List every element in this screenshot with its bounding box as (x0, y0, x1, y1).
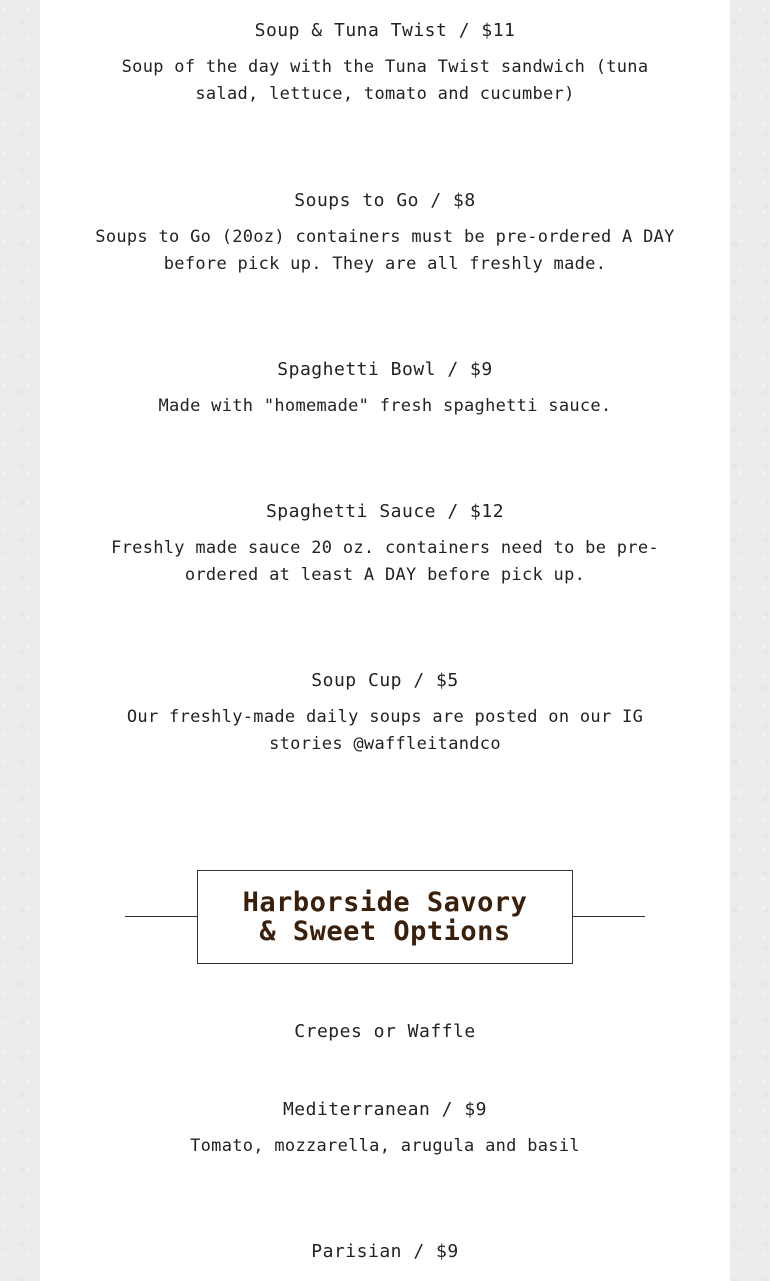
menu-item-mediterranean (40, 1097, 730, 1160)
menu-item-description: Soups to Go (20oz) containers must be pre-ordered A DAY before pick up. They are all freshly made. (95, 227, 675, 274)
menu-item-description: Tomato, mozzarella, arugula and basil (190, 1136, 580, 1156)
section-header (125, 870, 645, 964)
menu-item-title: Parisian / $9 (311, 1241, 459, 1262)
menu-item-title: Mediterranean / $9 (282, 1099, 488, 1120)
menu-item-title: Spaghetti Sauce / $12 (265, 501, 505, 522)
section-title-line: & Sweet Options (259, 916, 511, 947)
menu-item-description: Our freshly-made daily soups are posted on our IG stories @waffleitandco (126, 707, 644, 754)
menu-item-title: Soup & Tuna Twist / $11 (254, 20, 516, 41)
menu-item-description: Made with "homemade" fresh spaghetti sauce. (158, 396, 612, 416)
section-title (243, 888, 528, 946)
menu-item-title: Soups to Go / $8 (294, 190, 476, 211)
menu-item-spaghetti-sauce (40, 499, 730, 589)
menu-item-spaghetti-bowl (40, 357, 730, 420)
menu-item-parisian (40, 1239, 730, 1265)
menu-page (40, 0, 730, 1281)
menu-item-description: Freshly made sauce 20 oz. containers need to be pre-ordered at least A DAY before pick up. (111, 538, 659, 585)
menu-item-soup-cup (40, 668, 730, 758)
section-title-box (197, 870, 573, 964)
menu-item-title: Spaghetti Bowl / $9 (277, 359, 493, 380)
section-title-line: Harborside Savory (242, 887, 528, 918)
divider (573, 916, 645, 917)
divider (125, 916, 197, 917)
menu-item-soup-tuna-twist (40, 18, 730, 108)
menu-item-description: Soup of the day with the Tuna Twist sandwich (tuna salad, lettuce, tomato and cucumber) (121, 57, 649, 104)
menu-item-soups-to-go (40, 188, 730, 278)
section-subhead: Crepes or Waffle (294, 1021, 476, 1042)
menu-item-title: Soup Cup / $5 (311, 670, 459, 691)
